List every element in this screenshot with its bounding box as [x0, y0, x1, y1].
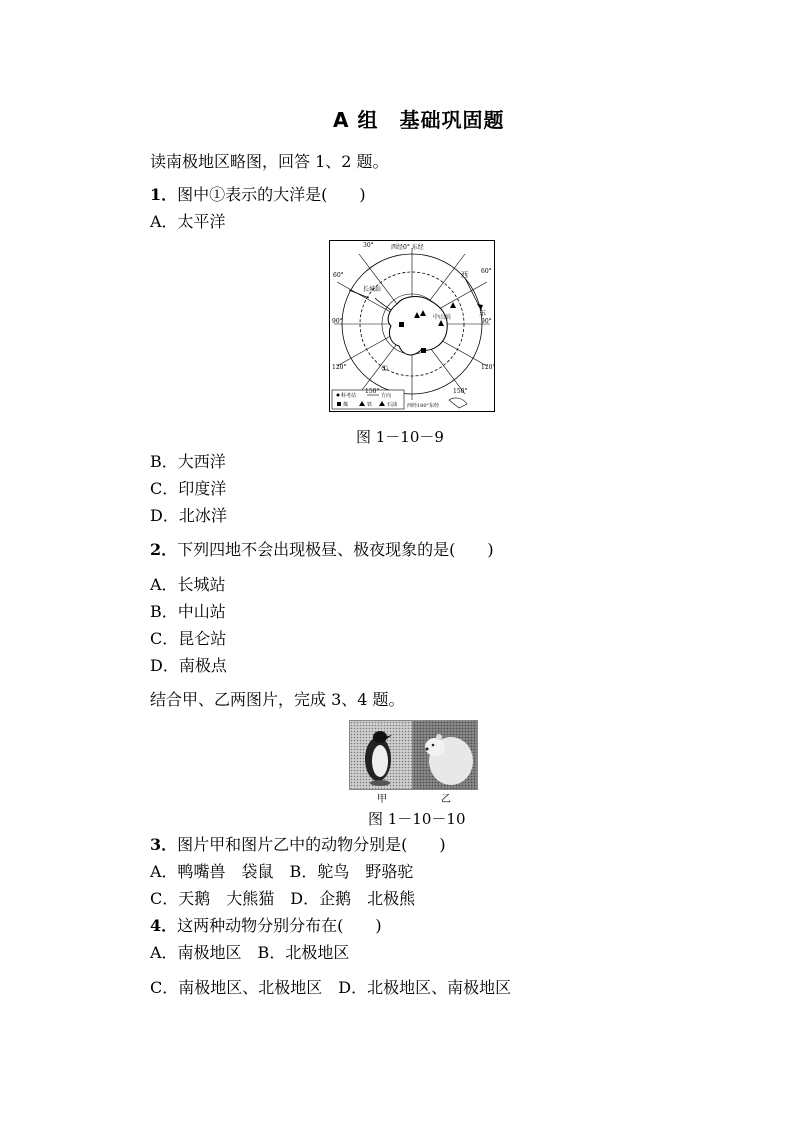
question-1	[150, 185, 366, 205]
photo-penguin	[349, 720, 415, 790]
map-station-label: 长城站	[363, 286, 382, 293]
q4-options-line-2: C．南极地区、北极地区 D．北极地区、南极地区	[150, 978, 512, 997]
map-lon-label: 120°	[481, 364, 496, 371]
question-number: 1．	[150, 185, 178, 204]
q2-option-b: B．中山站	[150, 602, 226, 621]
q1-option-b: B．大西洋	[150, 452, 226, 471]
question-stem: 这两种动物分别分布在( )	[177, 916, 382, 935]
q3-options-line-1: A．鸭嘴兽 袋鼠 B．鸵鸟 野骆驼	[150, 862, 414, 881]
map-legend-text: 煤	[343, 402, 349, 408]
photo-label-a: 甲	[377, 794, 387, 805]
question-number: 4．	[150, 916, 178, 935]
question-stem: 图片甲和图片乙中的动物分别是( )	[177, 835, 446, 854]
q2-option-c: C．昆仑站	[150, 629, 227, 648]
q1-option-a: A．太平洋	[150, 212, 226, 231]
question-4	[150, 916, 382, 936]
question-2	[150, 540, 494, 560]
map-legend-text: 铁	[367, 402, 373, 408]
q1-option-c: C．印度洋	[150, 479, 227, 498]
map-lon-label: 90°	[332, 318, 343, 325]
question-stem: 图中①表示的大洋是( )	[177, 185, 366, 204]
q2-option-d: D．南极点	[150, 656, 227, 675]
map-lon-label: 60°	[333, 272, 344, 279]
map-east-label: 东	[479, 309, 486, 317]
intro-text-2: 结合甲、乙两图片，完成 3、4 题。	[150, 690, 405, 709]
q4-options-line-1: A．南极地区 B．北极地区	[150, 943, 350, 962]
map-legend-text: 科考站	[341, 393, 357, 399]
map-legend-text: 石油	[387, 402, 398, 408]
question-3	[150, 835, 446, 855]
map-ocean-mark: ①	[381, 364, 389, 373]
map-lon-label: 150°	[365, 388, 380, 395]
q3-options-line-2: C．天鹅 大熊猫 D．企鹅 北极熊	[150, 889, 416, 908]
antarctica-map	[329, 240, 495, 412]
q2-option-a: A．长城站	[150, 575, 226, 594]
map-west-label: 西	[461, 271, 468, 279]
page-title: A 组 基础巩固题	[333, 108, 505, 132]
question-number: 2．	[150, 540, 178, 559]
photo-label-b: 乙	[441, 794, 451, 805]
map-lon-label: 120°	[332, 364, 347, 371]
photo-polar-bear	[412, 720, 478, 790]
photos-caption: 图 1－10－10	[368, 810, 466, 828]
map-lon-label: 60°	[481, 268, 492, 275]
map-bottom-label: 西经180°东经	[407, 403, 440, 409]
intro-text-1: 读南极地区略图，回答 1、2 题。	[150, 152, 389, 171]
map-lon-label: 150°	[453, 388, 468, 395]
map-legend-text: 方向	[381, 393, 392, 399]
question-stem: 下列四地不会出现极昼、极夜现象的是( )	[177, 540, 494, 559]
map-caption: 图 1－10－9	[356, 428, 444, 446]
map-station-label: 中山站	[433, 314, 452, 321]
map-top-label: 西经0° 东经	[391, 244, 424, 251]
map-lon-label: 30°	[363, 242, 374, 249]
q1-option-d: D．北冰洋	[150, 506, 227, 525]
question-number: 3．	[150, 835, 178, 854]
map-lon-label: 90°	[481, 318, 492, 325]
